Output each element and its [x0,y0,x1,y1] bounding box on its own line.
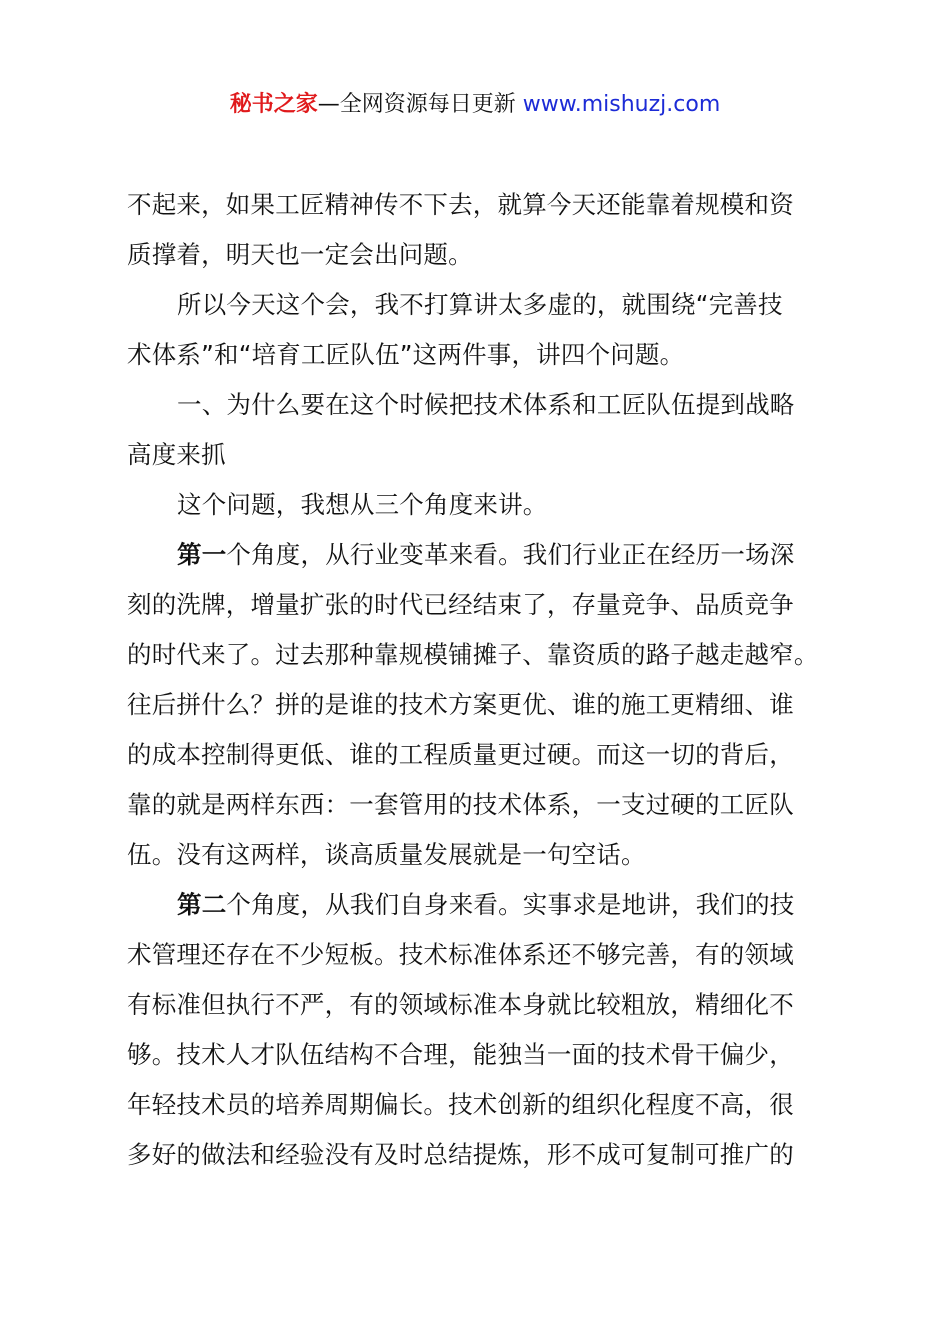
paragraph-first-angle [127,530,837,580]
paragraph-second-angle [127,880,837,930]
body-line-text: 个角度，从行业变革来看。我们行业正在经历一场深 [226,540,795,569]
body-line: 的成本控制得更低、谁的工程质量更过硬。而这一切的背后， [127,740,794,769]
bold-prefix-first: 第一 [177,540,227,569]
body-line: 这个问题，我想从三个角度来讲。 [177,490,548,519]
section-heading-line: 一、为什么要在这个时候把技术体系和工匠队伍提到战略 [177,390,795,419]
body-line: 够。技术人才队伍结构不合理，能独当一面的技术骨干偏少， [127,1040,794,1069]
body-line: 质撑着，明天也一定会出问题。 [127,240,473,269]
body-line: 不起来，如果工匠精神传不下去，就算今天还能靠着规模和资 [127,190,794,219]
bold-prefix-second: 第二 [177,890,227,919]
body-line: 伍。没有这两样，谈高质量发展就是一句空话。 [127,840,646,869]
document-body [127,180,837,1180]
body-line-text: 个角度，从我们自身来看。实事求是地讲，我们的技 [226,890,795,919]
body-line: 术管理还存在不少短板。技术标准体系还不够完善，有的领域 [127,940,794,969]
site-header [0,88,950,122]
body-line: 往后拼什么？拼的是谁的技术方案更优、谁的施工更精细、谁 [127,690,794,719]
body-line: 刻的洗牌，增量扩张的时代已经结束了，存量竞争、品质竞争 [127,590,794,619]
site-url-link[interactable]: www.mishuzj.com [522,92,721,117]
body-line: 的时代来了。过去那种靠规模铺摊子、靠资质的路子越走越窄。 [127,640,819,669]
header-tagline: —全网资源每日更新 [317,92,516,117]
body-line: 靠的就是两样东西：一套管用的技术体系，一支过硬的工匠队 [127,790,794,819]
section-heading-line: 高度来抓 [127,440,226,469]
body-line: 年轻技术员的培养周期偏长。技术创新的组织化程度不高，很 [127,1090,794,1119]
brand-name: 秘书之家 [229,92,318,117]
body-line: 所以今天这个会，我不打算讲太多虚的，就围绕“完善技 [177,290,783,319]
body-line: 多好的做法和经验没有及时总结提炼，形不成可复制可推广的 [127,1140,794,1169]
body-line: 有标准但执行不严，有的领域标准本身就比较粗放，精细化不 [127,990,794,1019]
body-line: 术体系”和“培育工匠队伍”这两件事，讲四个问题。 [127,340,685,369]
